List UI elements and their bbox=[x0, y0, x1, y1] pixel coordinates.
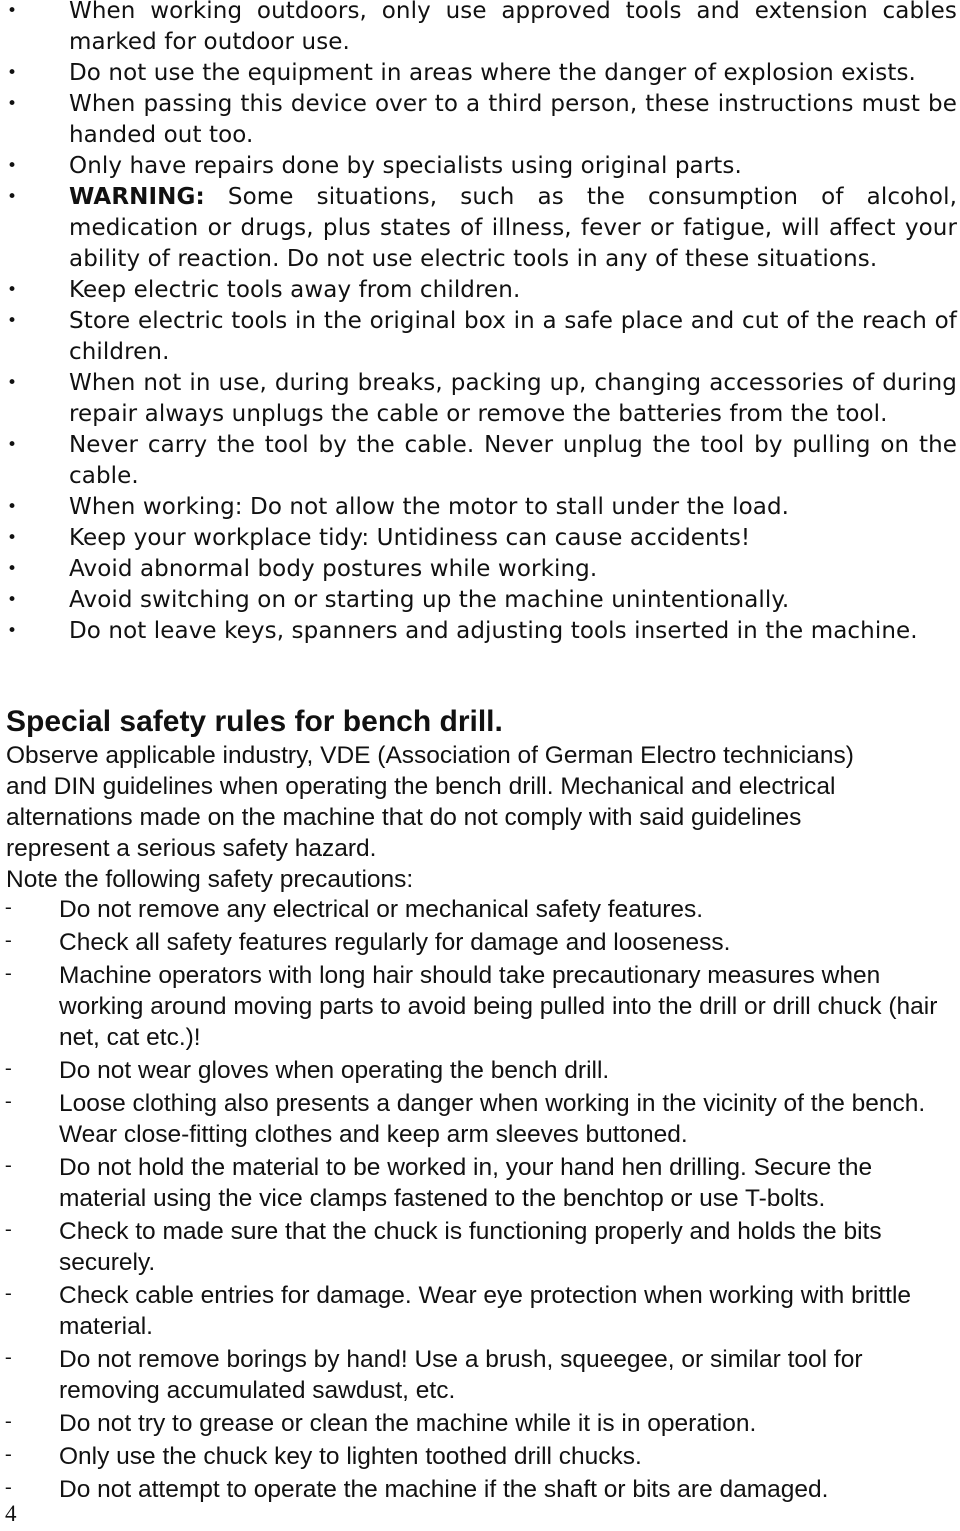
bullet-icon: • bbox=[7, 311, 18, 331]
bullet-icon: • bbox=[7, 94, 18, 114]
dash-icon: - bbox=[5, 1443, 12, 1465]
list-item: • Keep electric tools away from children. bbox=[0, 275, 960, 306]
bullet-icon: • bbox=[7, 621, 18, 641]
bullet-icon: • bbox=[7, 528, 18, 548]
list-item: • When not in use, during breaks, packing up, changing accessories of during repair always unplugs the cable or remove the batteries from the tool. bbox=[7, 370, 957, 427]
list-item: - Do not hold the material to be worked in, your hand hen drilling. Secure the material using the vice clamps fastened to the benchtop or use T-bolts. bbox=[0, 1152, 958, 1214]
bullet-icon: • bbox=[7, 63, 18, 83]
list-item: - Do not wear gloves when operating the bench drill. bbox=[0, 1055, 958, 1086]
general-safety-list bbox=[0, 0, 960, 647]
bullet-icon: • bbox=[7, 373, 18, 393]
list-item: • Do not use the equipment in areas where the danger of explosion exists. bbox=[0, 58, 960, 89]
dash-icon: - bbox=[5, 929, 12, 951]
warning-text: Some situations, such as the consumption of alcohol, medication or drugs, plus states of illness, fever or fatigue, will affect your ability of reaction. Do not use electric tools in any of these situations. bbox=[69, 184, 957, 272]
list-item: - Loose clothing also presents a danger when working in the vicinity of the bench. Wear close-fitting clothes and keep arm sleeves buttoned. bbox=[0, 1088, 958, 1150]
bullet-icon: • bbox=[7, 497, 18, 517]
list-item: - Machine operators with long hair should take precautionary measures when working around moving parts to avoid being pulled into the drill or drill chuck (hair net, cat etc.)! bbox=[0, 960, 958, 1053]
list-item: - Do not remove any electrical or mechanical safety features. bbox=[0, 894, 958, 925]
dash-icon: - bbox=[5, 1057, 12, 1079]
list-item: • Only have repairs done by specialists using original parts. bbox=[0, 151, 960, 182]
list-item: • Avoid switching on or starting up the machine unintentionally. bbox=[0, 585, 960, 616]
dash-icon: - bbox=[5, 896, 12, 918]
precautions-list bbox=[0, 894, 958, 1507]
list-item: - Do not remove borings by hand! Use a brush, squeegee, or similar tool for removing accumulated sawdust, etc. bbox=[0, 1344, 958, 1406]
intro-paragraph bbox=[6, 740, 956, 895]
intro-line: alternations made on the machine that do not comply with said guidelines bbox=[6, 804, 802, 831]
dash-icon: - bbox=[5, 1282, 12, 1304]
list-item: - Check to made sure that the chuck is functioning properly and holds the bits securely. bbox=[0, 1216, 958, 1278]
warning-label: WARNING: bbox=[69, 184, 205, 210]
list-item: • When working: Do not allow the motor to stall under the load. bbox=[0, 492, 960, 523]
bullet-icon: • bbox=[7, 280, 18, 300]
dash-icon: - bbox=[5, 1218, 12, 1240]
list-item: - Do not try to grease or clean the machine while it is in operation. bbox=[0, 1408, 958, 1439]
list-item: • When working outdoors, only use approved tools and extension cables marked for outdoor use. bbox=[0, 0, 960, 58]
bullet-icon: • bbox=[7, 156, 18, 176]
bullet-icon: • bbox=[7, 187, 18, 207]
list-item: • Keep your workplace tidy: Untidiness can cause accidents! bbox=[0, 523, 960, 554]
list-item: - Only use the chuck key to lighten toothed drill chucks. bbox=[0, 1441, 958, 1472]
list-item: - Check cable entries for damage. Wear eye protection when working with brittle material. bbox=[0, 1280, 958, 1342]
warning-item bbox=[0, 182, 960, 275]
intro-line: Observe applicable industry, VDE (Association of German Electro technicians) bbox=[6, 742, 854, 769]
intro-line: Note the following safety precautions: bbox=[6, 866, 414, 893]
section-heading: Special safety rules for bench drill. bbox=[6, 705, 503, 738]
page-number: 4 bbox=[5, 1501, 17, 1526]
list-item: • Avoid abnormal body postures while working. bbox=[0, 554, 960, 585]
bullet-icon: • bbox=[7, 435, 18, 455]
list-item: • Never carry the tool by the cable. Never unplug the tool by pulling on the cable. bbox=[7, 432, 957, 489]
dash-icon: - bbox=[5, 1476, 12, 1498]
dash-icon: - bbox=[5, 1154, 12, 1176]
list-item: • Store electric tools in the original box in a safe place and cut of the reach of children. bbox=[7, 308, 957, 365]
list-item: • Do not leave keys, spanners and adjusting tools inserted in the machine. bbox=[0, 616, 960, 647]
dash-icon: - bbox=[5, 1090, 12, 1112]
dash-icon: - bbox=[5, 1410, 12, 1432]
dash-icon: - bbox=[5, 1346, 12, 1368]
intro-line: and DIN guidelines when operating the bench drill. Mechanical and electrical bbox=[6, 773, 836, 800]
list-item: • When passing this device over to a third person, these instructions must be handed out too. bbox=[7, 91, 957, 148]
list-item: - Check all safety features regularly for damage and looseness. bbox=[0, 927, 958, 958]
bullet-icon: • bbox=[7, 590, 18, 610]
bullet-icon: • bbox=[7, 559, 18, 579]
dash-icon: - bbox=[5, 962, 12, 984]
list-item: - Do not attempt to operate the machine if the shaft or bits are damaged. bbox=[0, 1474, 958, 1505]
intro-line: represent a serious safety hazard. bbox=[6, 835, 377, 862]
bullet-icon: • bbox=[7, 1, 18, 21]
